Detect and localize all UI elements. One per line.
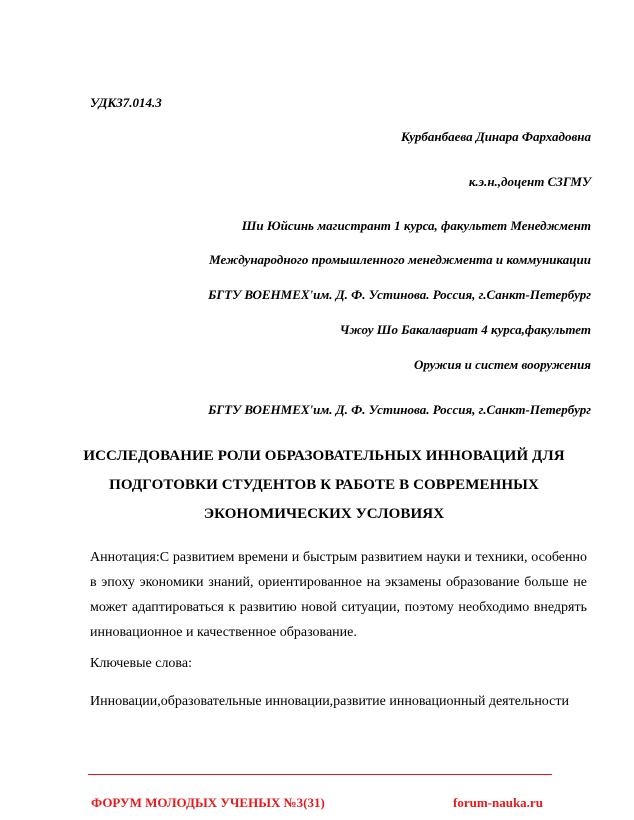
- article-title-line-2: ПОДГОТОВКИ СТУДЕНТОВ К РАБОТЕ В СОВРЕМЕННЫХ: [109, 477, 539, 493]
- author-info-2-department: Международного промышленного менеджмента и коммуникации: [209, 252, 591, 267]
- article-title-line-1: ИССЛЕДОВАНИЕ РОЛИ ОБРАЗОВАТЕЛЬНЫХ ИННОВАЦИЙ ДЛЯ: [83, 448, 565, 464]
- author-affiliation-2: БГТУ ВОЕНМЕХ'им. Д. Ф. Устинова. Россия, г.Санкт-Петербург: [208, 287, 591, 302]
- footer-journal-name: ФОРУМ МОЛОДЫХ УЧЕНЫХ №3(31): [91, 795, 325, 810]
- article-title-line-3: ЭКОНОМИЧЕСКИХ УСЛОВИЯХ: [203, 506, 445, 522]
- article-title: [80, 442, 568, 529]
- author-position-1: к.э.н.,доцент СЗГМУ: [468, 174, 591, 189]
- author-info-3: Чжоу Шо Бакалавриат 4 курса,факультет: [339, 322, 591, 337]
- author-name-1: Курбанбаева Динара Фархадовна: [401, 129, 591, 144]
- author-info-2: Ши Юйсинь магистрант 1 курса, факультет Менеджмент: [241, 218, 591, 233]
- udk-code: УДК37.014.3: [90, 95, 162, 110]
- keywords-label: Ключевые слова:: [90, 656, 192, 671]
- author-info-3-department: Оружия и систем вооружения: [413, 357, 591, 372]
- footer-divider: [88, 774, 552, 775]
- keywords-list: Инновации,образовательные инновации,развитие инновационный деятельности: [90, 694, 569, 709]
- abstract-paragraph: Аннотация:С развитием времени и быстрым развитием науки и техники, особенно в эпоху экономики знаний, ориентированное на экзамены образование больше не может адаптироваться к развитию новой ситуации, поэтому необходимо внедрять инновационное и качественное образование.: [90, 550, 587, 640]
- footer-website: forum-nauka.ru: [453, 795, 543, 810]
- author-affiliation-3: БГТУ ВОЕНМЕХ'им. Д. Ф. Устинова. Россия, г.Санкт-Петербург: [208, 402, 591, 417]
